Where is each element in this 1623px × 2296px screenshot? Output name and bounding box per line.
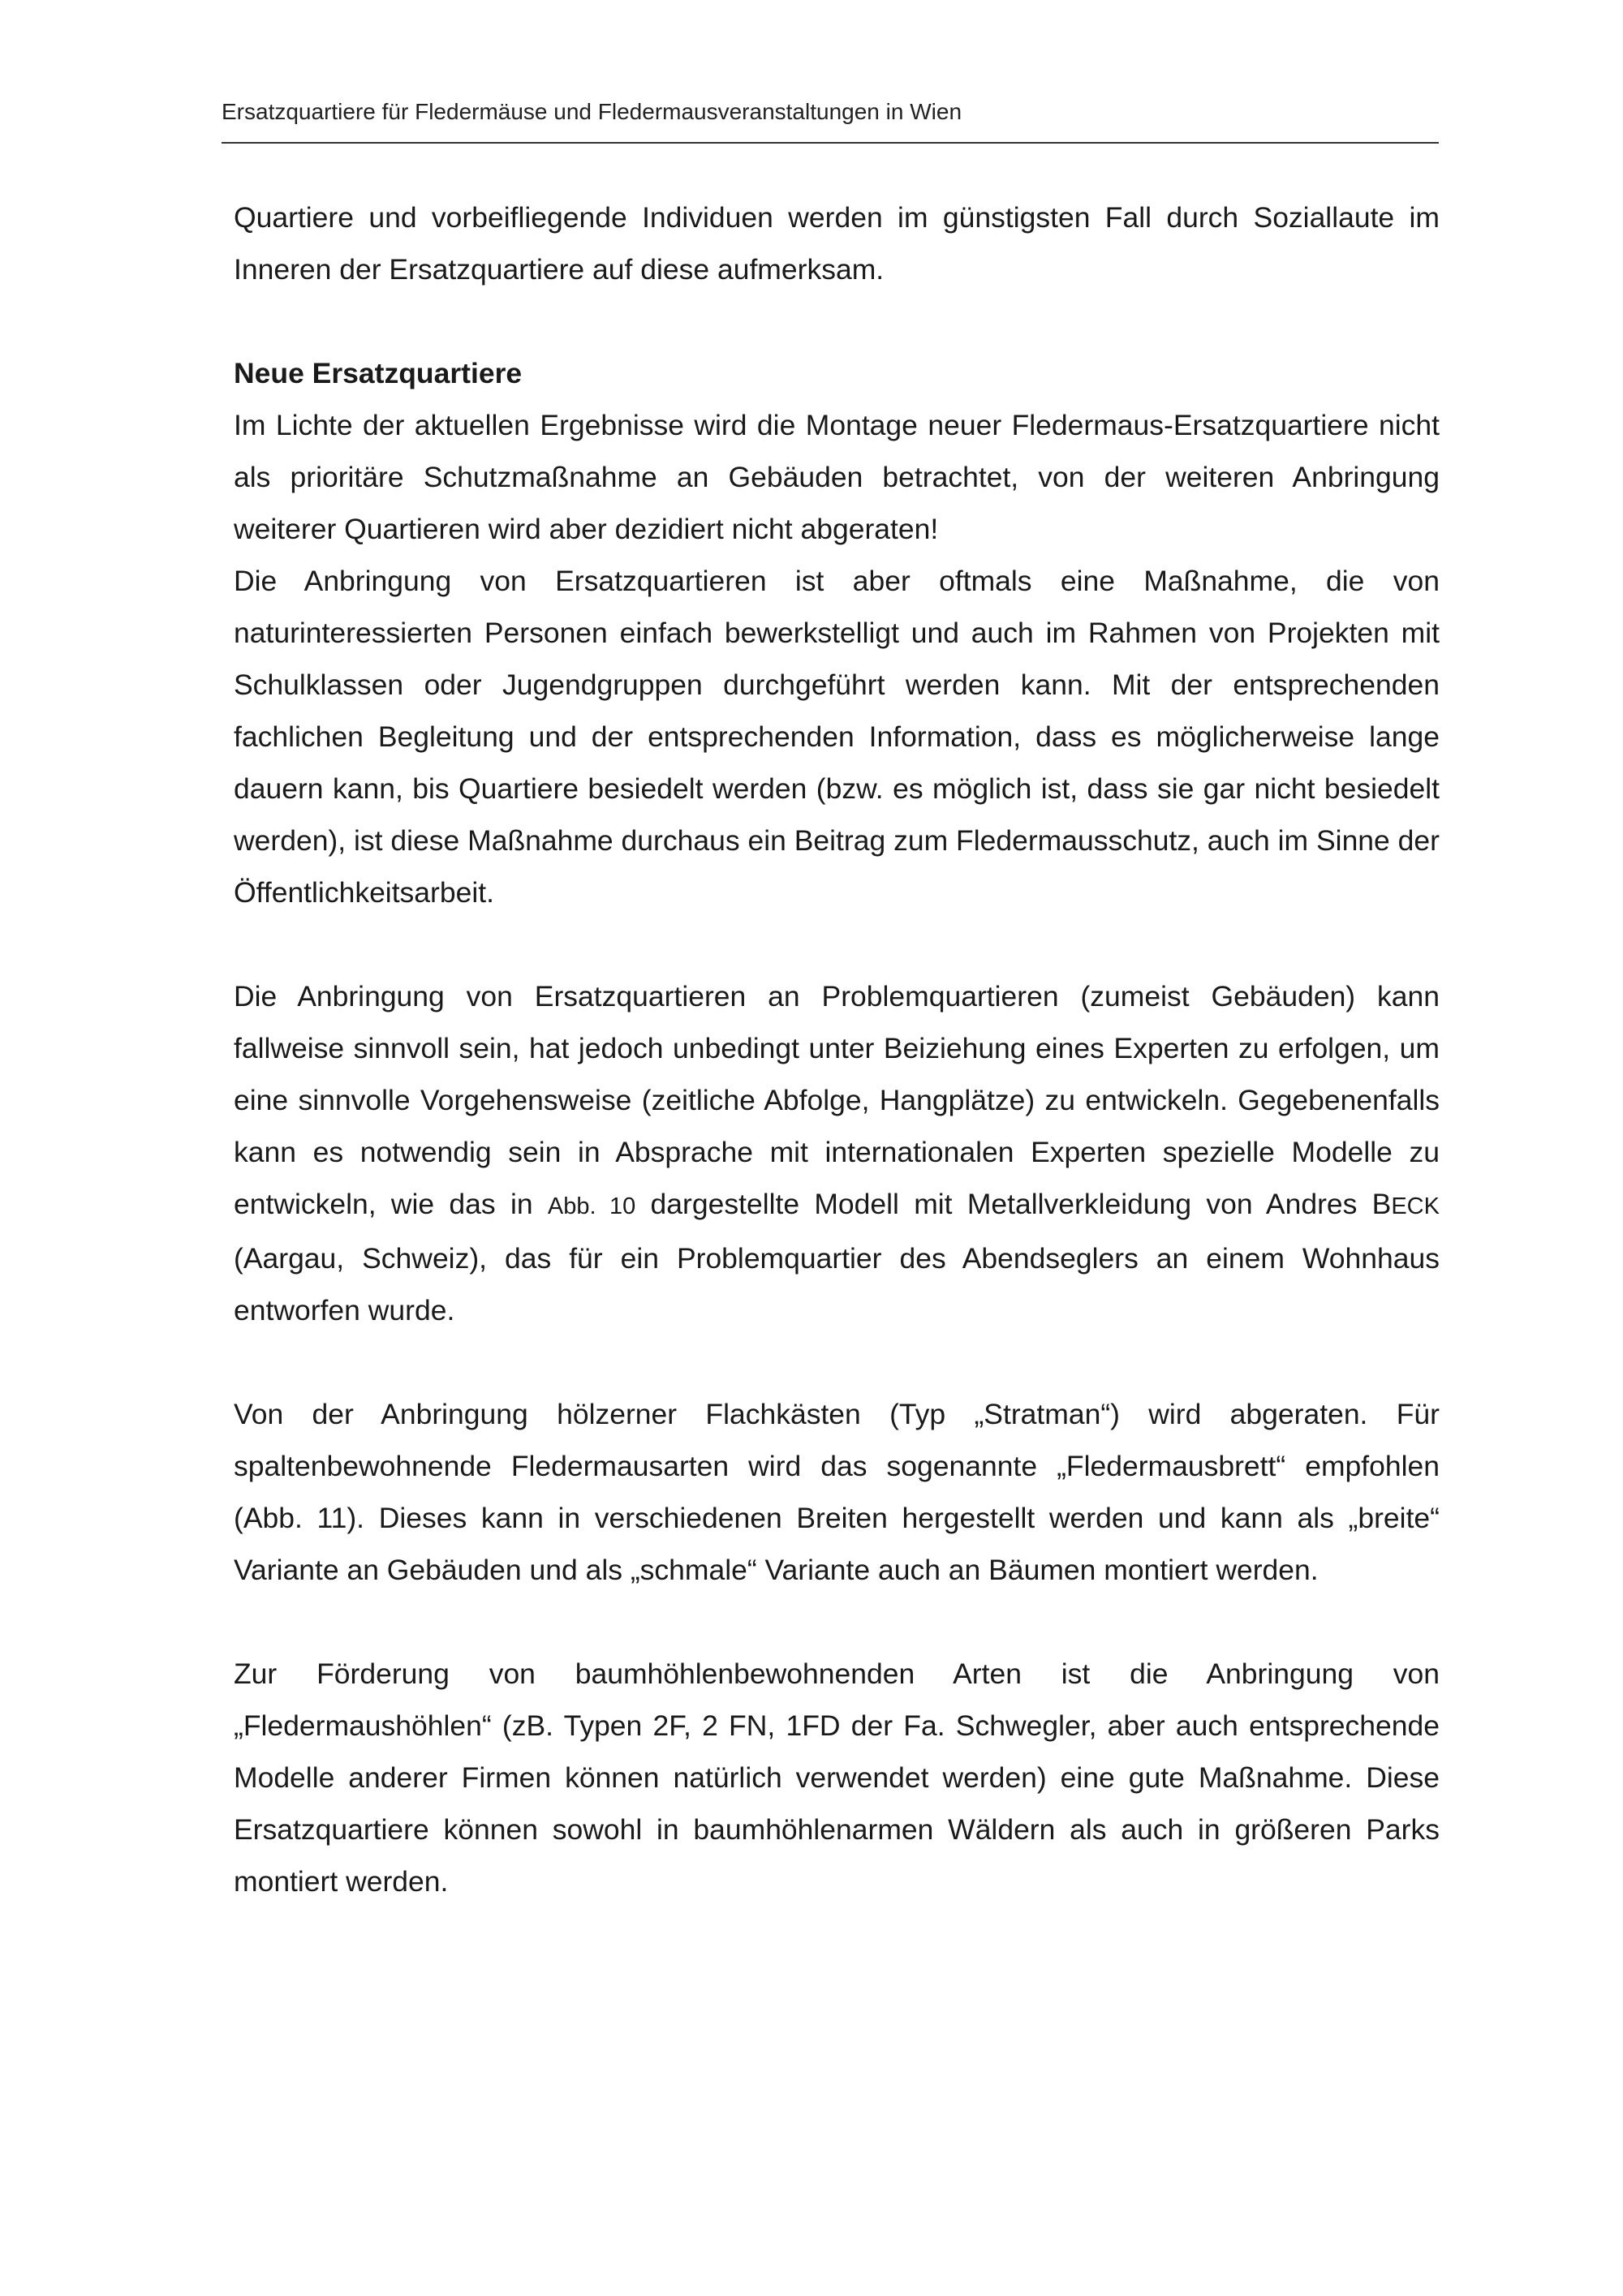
author-name-smallcaps: ECK [1391,1193,1440,1219]
problem-text-c: (Aargau, Schweiz), das für ein Problemquartier des Abendseglers an einem Wohnhaus entworfen wurde. [234,1242,1440,1326]
problem-text-a: Die Anbringung von Ersatzquartieren an Problemquartieren (zumeist Gebäuden) kann fallweise sinnvoll sein, hat jedoch unbedingt unter Beiziehung eines Experten zu erfolgen, um eine sinnvolle Vorgehensweise (zeitliche Abfolge, Hangplätze) zu entwickeln. Gegebenenfalls kann es notwendig sein in Absprache mit internationalen Experten spezielle Modelle zu entwickeln, wie das in [234,980,1440,1220]
paragraph-problemquartiere [234,970,1440,1336]
running-header: Ersatzquartiere für Fledermäuse und Fledermausveranstaltungen in Wien [222,99,962,124]
paragraph-neue-2: Die Anbringung von Ersatzquartieren ist aber oftmals eine Maßnahme, die von naturinteressierten Personen einfach bewerkstelligt und auch im Rahmen von Projekten mit Schulklassen oder Jugendgruppen durchgeführt werden kann. Mit der entsprechenden fachlichen Begleitung und der entsprechenden Information, dass es möglicherweise lange dauern kann, bis Quartiere besiedelt werden (bzw. es möglich ist, dass sie gar nicht besiedelt werden), ist diese Maßnahme durchaus ein Beitrag zum Fledermausschutz, auch im Sinne der Öffentlichkeitsarbeit. [234,565,1440,909]
paragraph-baumhoehlen: Zur Förderung von baumhöhlenbewohnenden Arten ist die Anbringung von „Fledermaushöhlen“ (zB. Typen 2F, 2 FN, 1FD der Fa. Schwegler, aber auch entsprechende Modelle anderer Firmen können natürlich verwendet werden) eine gute Maßnahme. Diese Ersatzquartiere können sowohl in baumhöhlenarmen Wäldern als auch in größeren Parks montiert werden. [234,1658,1440,1898]
document-body [234,191,1440,1907]
header-rule [222,142,1439,144]
paragraph-intro: Quartiere und vorbeifliegende Individuen werden im günstigsten Fall durch Soziallaute im Inneren der Ersatzquartiere auf diese aufmerksam. [234,201,1440,286]
figure-reference: Abb. 10 [547,1193,636,1219]
section-heading: Neue Ersatzquartiere [234,357,523,389]
paragraph-flachkaesten: Von der Anbringung hölzerner Flachkästen (Typ „Stratman“) wird abgeraten. Für spaltenbewohnende Fledermausarten wird das sogenannte „Fledermausbrett“ empfohlen (Abb. 11). Dieses kann in verschiedenen Breiten hergestellt werden und kann als „breite“ Variante an Gebäuden und als „schmale“ Variante auch an Bäumen montiert werden. [234,1398,1440,1586]
paragraph-neue-1: Im Lichte der aktuellen Ergebnisse wird die Montage neuer Fledermaus-Ersatzquartiere nicht als prioritäre Schutzmaßnahme an Gebäuden betrachtet, von der weiteren Anbringung weiterer Quartieren wird aber dezidiert nicht abgeraten! [234,409,1440,545]
problem-text-b: dargestellte Modell mit Metallverkleidung von Andres B [635,1188,1392,1220]
